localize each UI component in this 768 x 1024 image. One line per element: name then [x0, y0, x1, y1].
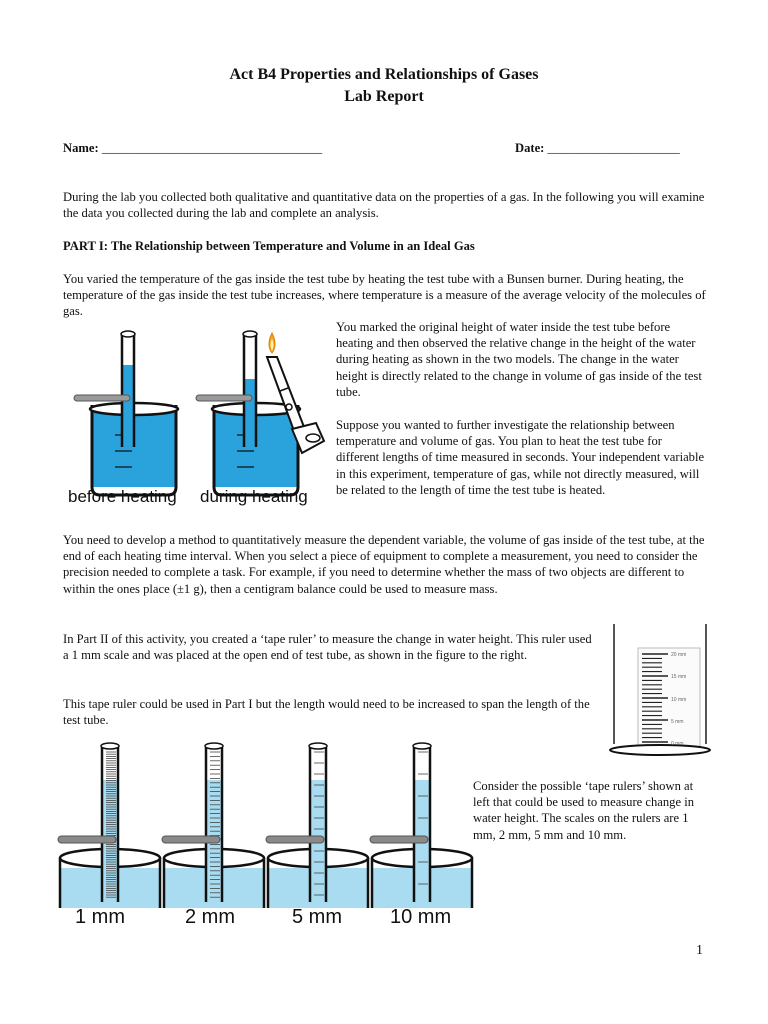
part1-heading: PART I: The Relationship between Temperature and Volume in an Ideal Gas [63, 239, 475, 253]
tape-rulers-figure [50, 740, 470, 910]
paragraph-water-height: You marked the original height of water inside the test tube before heating and then observed the relative change in the height of the water during heating as shown in the two models. The change in the water height is directly related to the change in volume of gas inside of the test tube. [336, 320, 702, 399]
paragraph-method: You need to develop a method to quantitatively measure the dependent variable, the volume of gas inside of the test tube, at the end of each heating time interval. When you select a piece of equipment to complete a measurement, you need to consider the precision needed to complete a task. For example, if you need to determine whether the mass of two objects are different to within the ones place (±1 g), then a centigram balance could be used to measure mass. [63, 533, 705, 596]
ruler-label-1mm: 1 mm [75, 906, 125, 928]
document-subtitle: Lab Report [344, 88, 424, 105]
date-blank: _____________________ [547, 141, 680, 155]
before-heating-label: before heating [68, 487, 177, 506]
tube-clamp [370, 836, 428, 843]
paragraph-tape-ruler-length: This tape ruler could be used in Part I but the length would need to be increased to span the length of the test tube. [63, 697, 590, 728]
date-field [515, 140, 680, 156]
ruler-label-5mm: 5 mm [292, 906, 342, 928]
tube-opening [413, 743, 431, 749]
document-title: Act B4 Properties and Relationships of Gases [229, 66, 539, 83]
ruler-tick-5: 5 mm [671, 719, 684, 725]
paragraph-consider-rulers: Consider the possible ‘tape rulers’ shown at left that could be used to measure change in water height. The scales on the rulers are 1 mm, 2 mm, 5 mm and 10 mm. [473, 779, 695, 842]
tube-opening [101, 743, 119, 749]
paragraph-investigate: Suppose you wanted to further investigate the relationship between temperature and volume of gas. You plan to heat the test tube for different lengths of time measured in seconds. Your independent variable in this experiment, temperature of gas, while not directly measured, will be related to the length of time the test tube is heated. [336, 418, 705, 497]
ruler-tick-0: 0 mm [671, 741, 684, 747]
tube-clamp [266, 836, 324, 843]
test-tube-during [243, 331, 257, 447]
ruler-label-10mm: 10 mm [390, 906, 452, 928]
tape-ruler-figure [606, 622, 716, 757]
name-blank: ___________________________________ [101, 141, 323, 155]
tube-clamp [58, 836, 116, 843]
intro-paragraph: During the lab you collected both qualitative and quantitative data on the properties of a gas. In the following you will examine the data you collected during the lab and complete an analysis. [63, 190, 705, 221]
tube-opening [205, 743, 223, 749]
name-field [63, 140, 322, 156]
paragraph-heating: You varied the temperature of the gas inside the test tube by heating the test tube with a Bunsen burner. During heating, the temperature of the gas inside the test tube increases, where temperature is a measure of the average velocity of the molecules of gas. [63, 272, 706, 319]
clamp-during [196, 395, 252, 401]
ruler-tick-10: 10 mm [671, 697, 687, 703]
page-number: 1 [696, 943, 703, 958]
tube-clamp [162, 836, 220, 843]
ruler-label-2mm: 2 mm [185, 906, 235, 928]
ruler-tick-15: 15 mm [671, 674, 687, 680]
paragraph-tape-ruler: In Part II of this activity, you created a ‘tape ruler’ to measure the change in water height. This ruler used a 1 mm scale and was placed at the open end of test tube, as shown in the figure to the right. [63, 632, 592, 663]
during-heating-label: during heating [200, 487, 308, 506]
test-tube-before [121, 331, 135, 447]
ruler-tick-20: 20 mm [671, 652, 687, 658]
name-label: Name: [63, 141, 99, 155]
date-label: Date: [515, 141, 545, 155]
tube-opening [309, 743, 327, 749]
clamp-before [74, 395, 130, 401]
